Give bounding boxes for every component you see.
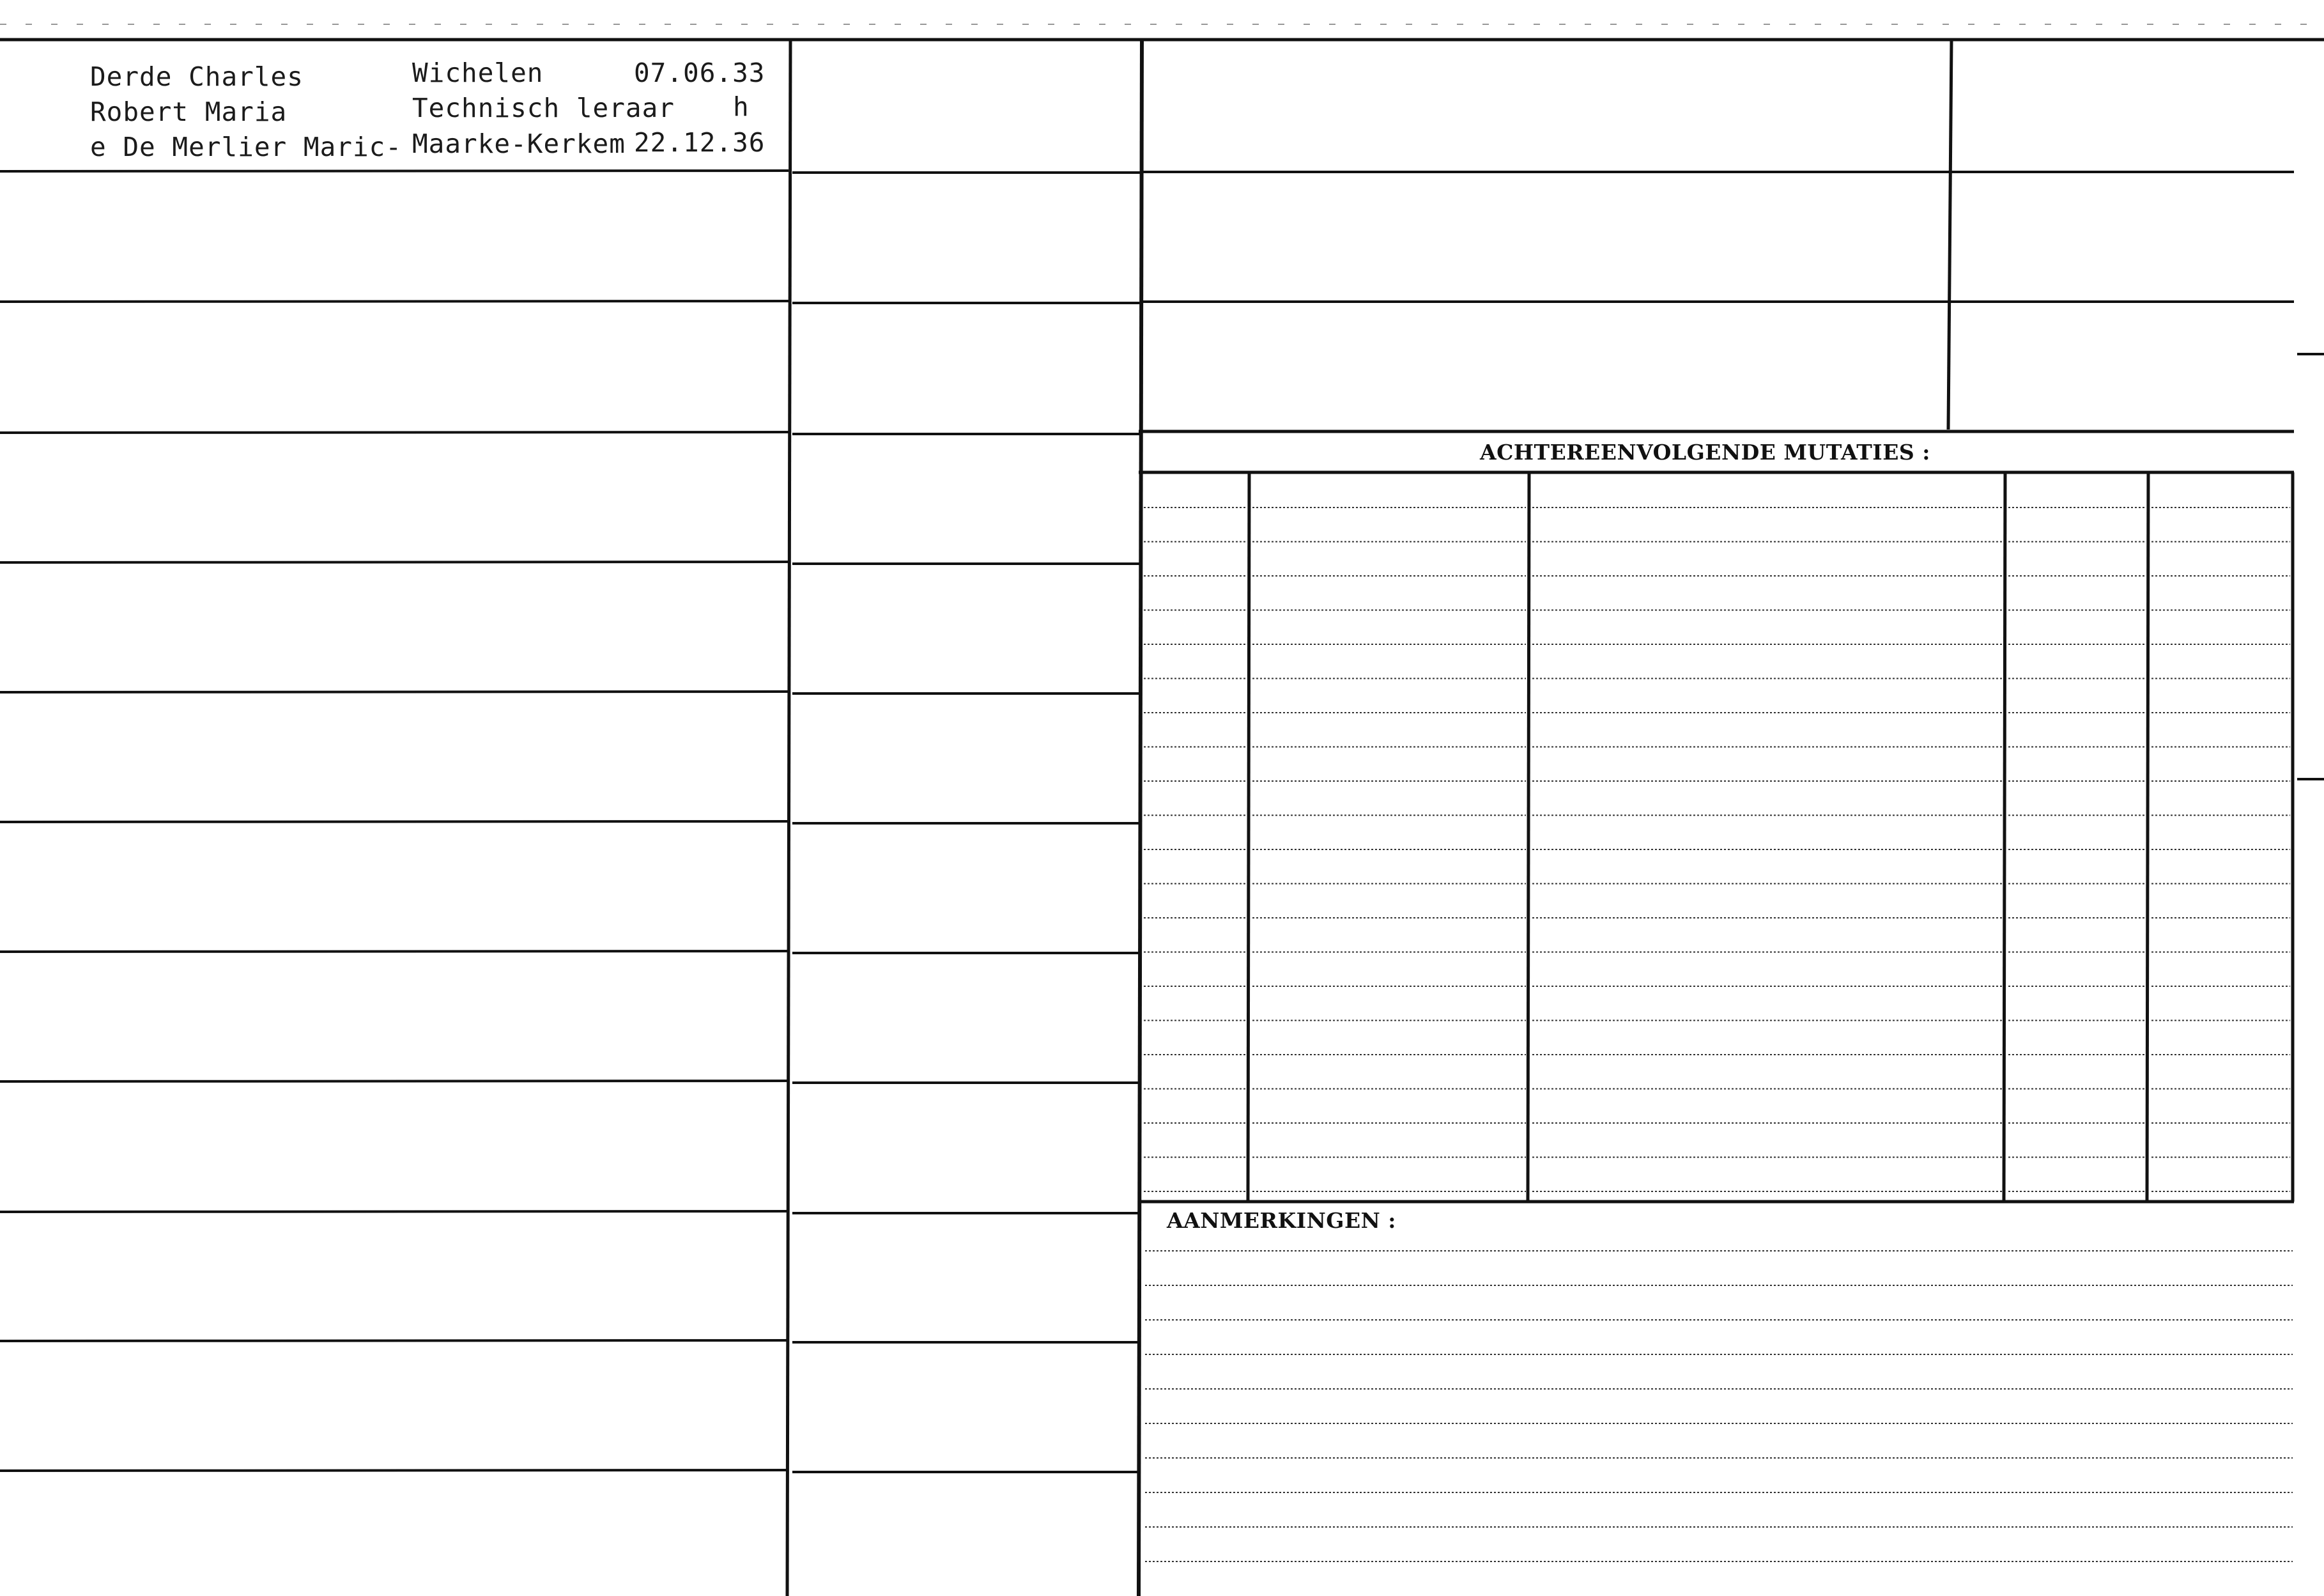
- mutations-col-2: [1528, 472, 1529, 1202]
- register-row-line: [0, 951, 789, 952]
- place-of-birth: Wichelen: [412, 58, 544, 88]
- register-row-line: [0, 1470, 789, 1471]
- mutations-col-1: [1248, 472, 1249, 1202]
- register-rows: [0, 171, 1140, 1472]
- remarks-dotted-rules: [1145, 1251, 2293, 1561]
- column-divider-1: [787, 40, 790, 1596]
- name-line-2: Robert Maria: [90, 97, 288, 127]
- register-row-line: [0, 432, 789, 433]
- register-row-line: [0, 1340, 789, 1341]
- column-divider-3: [1948, 40, 1951, 430]
- column-divider-2: [1139, 40, 1142, 1596]
- occupation-mark: h: [733, 91, 750, 122]
- register-row-line: [0, 821, 789, 822]
- mutations-col-4: [2147, 472, 2148, 1202]
- name-line-1: Derde Charles: [90, 61, 304, 92]
- mutations-heading: ACHTEREENVOLGENDE MUTATIES :: [1480, 440, 1930, 465]
- remarks-heading: AANMERKINGEN :: [1167, 1208, 1396, 1233]
- residence: Maarke-Kerkem: [412, 128, 626, 159]
- registration-date: 22.12.36: [634, 127, 766, 158]
- name-line-3: e De Merlier Maric-: [90, 132, 402, 162]
- mutations-dotted-rules: [1144, 507, 2290, 1191]
- occupation: Technisch leraar: [412, 93, 675, 123]
- register-row-line: [0, 301, 789, 302]
- register-row-line: [0, 1211, 789, 1212]
- mutations-col-3: [2004, 472, 2005, 1202]
- birth-date: 07.06.33: [634, 58, 766, 88]
